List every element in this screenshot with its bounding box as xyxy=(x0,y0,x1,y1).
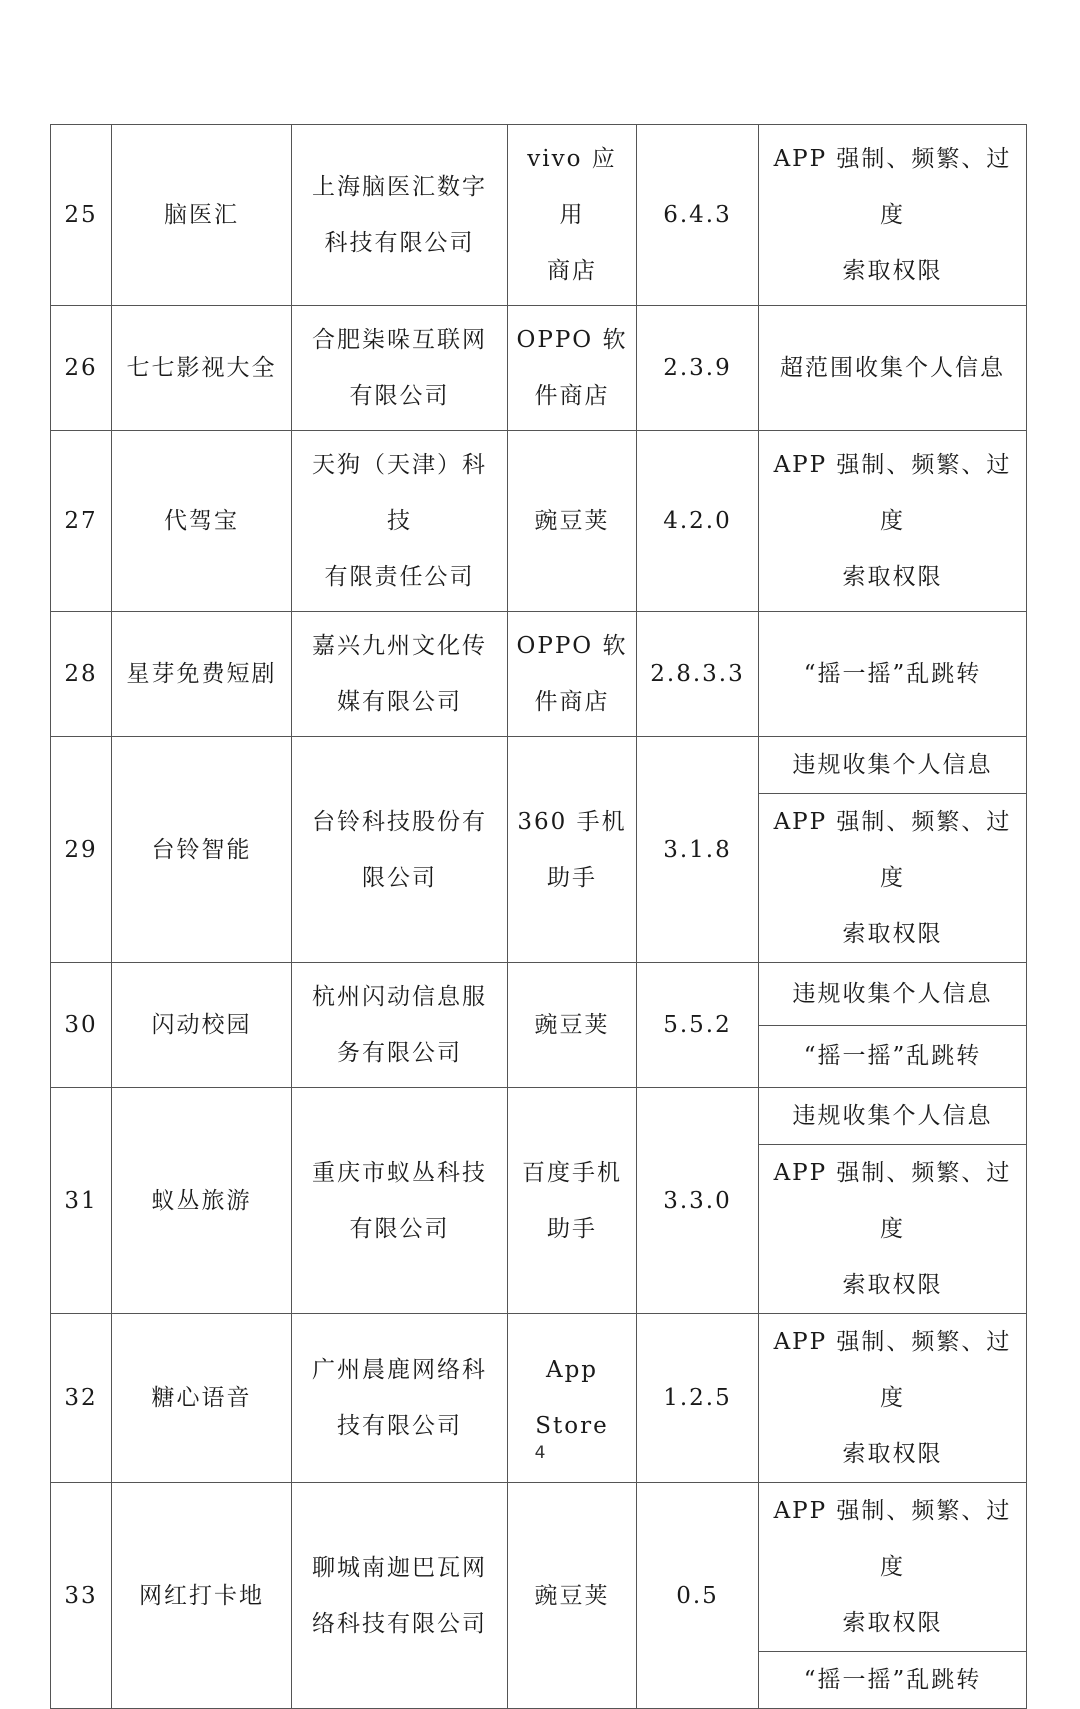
company-cell-line: 杭州闪动信息服 xyxy=(312,984,487,1010)
issue-cell-line: 索取权限 xyxy=(842,258,943,284)
issue-cell xyxy=(759,1145,1027,1314)
issue-cell xyxy=(759,431,1027,612)
company-cell-line: 有限公司 xyxy=(349,1215,450,1242)
issue-cell-line: “摇一摇”乱跳转 xyxy=(803,661,982,687)
company-cell-line: 合肥柒哚互联网 xyxy=(312,327,487,353)
issue-cell-line: APP 强制、频繁、过度 xyxy=(773,146,1012,228)
row-number-cell: 30 xyxy=(51,963,112,1088)
app-store-cell xyxy=(508,431,637,612)
app-store-cell xyxy=(508,612,637,737)
app-store-cell-line: 豌豆荚 xyxy=(534,1582,610,1609)
row-number-cell: 32 xyxy=(51,1314,112,1483)
row-number-cell: 29 xyxy=(51,737,112,963)
issue-cell-line: APP 强制、频繁、过度 xyxy=(773,1329,1012,1411)
issue-cell-line: “摇一摇”乱跳转 xyxy=(803,1043,982,1070)
version-cell: 2.8.3.3 xyxy=(637,612,759,737)
version-cell: 3.1.8 xyxy=(637,737,759,963)
app-name-cell: 脑医汇 xyxy=(112,125,292,306)
issue-cell-line: 索取权限 xyxy=(842,921,943,947)
version-cell: 3.3.0 xyxy=(637,1088,759,1314)
app-store-cell-line: 豌豆荚 xyxy=(534,508,610,534)
company-cell-line: 有限公司 xyxy=(349,383,450,409)
issue-cell-line: 索取权限 xyxy=(842,1272,943,1298)
company-cell-line: 技有限公司 xyxy=(337,1413,462,1439)
app-store-cell-line: 件商店 xyxy=(534,689,610,715)
issue-cell xyxy=(759,1652,1027,1709)
issue-cell xyxy=(759,306,1027,431)
company-cell xyxy=(292,963,508,1088)
company-cell-line: 嘉兴九州文化传 xyxy=(312,633,487,659)
company-cell-line: 科技有限公司 xyxy=(324,230,475,256)
version-cell: 2.3.9 xyxy=(637,306,759,431)
company-cell-line: 络科技有限公司 xyxy=(312,1610,487,1637)
row-number-cell: 33 xyxy=(51,1483,112,1709)
company-cell-line: 限公司 xyxy=(362,864,437,891)
app-store-cell xyxy=(508,306,637,431)
table-row xyxy=(51,963,1027,1026)
app-store-cell-line: 助手 xyxy=(547,1215,597,1242)
company-cell-line: 上海脑医汇数字 xyxy=(312,174,487,200)
issue-cell xyxy=(759,963,1027,1026)
issue-cell-line: 索取权限 xyxy=(842,1610,943,1636)
row-number-cell: 28 xyxy=(51,612,112,737)
app-store-cell xyxy=(508,125,637,306)
version-cell: 0.5 xyxy=(637,1483,759,1709)
issue-cell-line: 违规收集个人信息 xyxy=(792,1103,993,1129)
issue-cell xyxy=(759,1483,1027,1652)
page-number: 4 xyxy=(534,1443,546,1463)
company-cell xyxy=(292,1088,508,1314)
app-store-cell-line: 百度手机 xyxy=(522,1159,622,1186)
issue-cell-line: 违规收集个人信息 xyxy=(792,980,993,1007)
issue-cell-line: APP 强制、频繁、过度 xyxy=(773,809,1012,891)
app-store-cell-line: 助手 xyxy=(547,864,597,891)
company-cell xyxy=(292,737,508,963)
company-cell-line: 广州晨鹿网络科 xyxy=(312,1357,487,1383)
issue-cell xyxy=(759,794,1027,963)
company-cell-line: 天狗（天津）科技 xyxy=(312,452,487,534)
app-store-cell-line: 360 手机 xyxy=(517,808,627,835)
app-store-cell xyxy=(508,1483,637,1709)
table-row xyxy=(51,306,1027,431)
app-name-cell: 代驾宝 xyxy=(112,431,292,612)
company-cell-line: 媒有限公司 xyxy=(337,689,462,715)
version-cell: 5.5.2 xyxy=(637,963,759,1088)
issue-cell-line: 超范围收集个人信息 xyxy=(780,355,1005,381)
issue-cell-line: 违规收集个人信息 xyxy=(792,752,993,778)
app-store-cell-line: vivo 应用 xyxy=(527,146,617,228)
company-cell-line: 有限责任公司 xyxy=(324,564,475,590)
issue-cell-line: APP 强制、频繁、过度 xyxy=(773,452,1012,534)
app-store-cell-line: App Store xyxy=(535,1357,609,1439)
row-number-cell: 26 xyxy=(51,306,112,431)
table-row xyxy=(51,612,1027,737)
app-store-cell-line: 商店 xyxy=(547,258,597,284)
app-name-cell: 台铃智能 xyxy=(112,737,292,963)
issue-cell-line: 索取权限 xyxy=(842,564,943,590)
app-store-cell-line: OPPO 软 xyxy=(516,327,628,353)
table-row xyxy=(51,125,1027,306)
app-name-cell: 闪动校园 xyxy=(112,963,292,1088)
company-cell xyxy=(292,1483,508,1709)
app-name-cell: 星芽免费短剧 xyxy=(112,612,292,737)
table-row xyxy=(51,1088,1027,1145)
issue-cell xyxy=(759,125,1027,306)
app-store-cell-line: 豌豆荚 xyxy=(534,1012,610,1038)
issue-cell-line: APP 强制、频繁、过度 xyxy=(773,1498,1012,1580)
issue-cell xyxy=(759,1025,1027,1088)
company-cell xyxy=(292,125,508,306)
version-cell: 1.2.5 xyxy=(637,1314,759,1483)
company-cell xyxy=(292,431,508,612)
app-store-cell-line: 件商店 xyxy=(534,383,610,409)
app-name-cell: 蚁丛旅游 xyxy=(112,1088,292,1314)
company-cell xyxy=(292,306,508,431)
company-cell xyxy=(292,612,508,737)
issue-cell-line: 索取权限 xyxy=(842,1441,943,1467)
issue-cell xyxy=(759,1088,1027,1145)
row-number-cell: 27 xyxy=(51,431,112,612)
issue-cell xyxy=(759,612,1027,737)
row-number-cell: 25 xyxy=(51,125,112,306)
company-cell-line: 重庆市蚁丛科技 xyxy=(312,1159,487,1186)
app-store-cell-line: OPPO 软 xyxy=(516,633,628,659)
app-violation-table xyxy=(50,124,1027,1709)
issue-cell-line: APP 强制、频繁、过度 xyxy=(773,1160,1012,1242)
company-cell-line: 务有限公司 xyxy=(337,1040,462,1066)
row-number-cell: 31 xyxy=(51,1088,112,1314)
issue-cell xyxy=(759,737,1027,794)
version-cell: 6.4.3 xyxy=(637,125,759,306)
company-cell-line: 台铃科技股份有 xyxy=(312,808,487,835)
table-row xyxy=(51,431,1027,612)
app-store-cell xyxy=(508,1088,637,1314)
app-name-cell: 网红打卡地 xyxy=(112,1483,292,1709)
app-store-cell xyxy=(508,963,637,1088)
table-row xyxy=(51,737,1027,794)
app-name-cell: 七七影视大全 xyxy=(112,306,292,431)
app-name-cell: 糖心语音 xyxy=(112,1314,292,1483)
table-body xyxy=(51,125,1027,1709)
table-row xyxy=(51,1483,1027,1652)
issue-cell-line: “摇一摇”乱跳转 xyxy=(803,1667,982,1693)
company-cell-line: 聊城南迦巴瓦网 xyxy=(312,1554,487,1581)
app-store-cell xyxy=(508,737,637,963)
version-cell: 4.2.0 xyxy=(637,431,759,612)
